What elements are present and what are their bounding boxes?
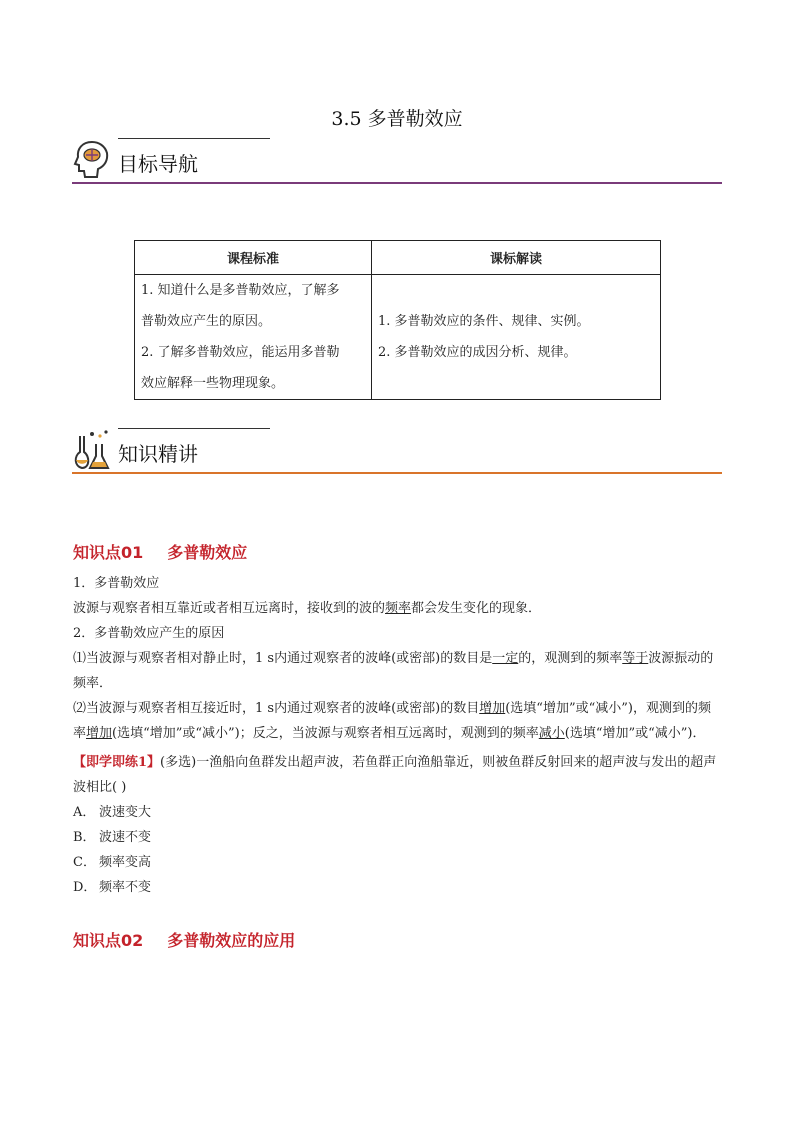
knowledge-content bbox=[73, 540, 723, 953]
section-rule-goals bbox=[72, 182, 722, 184]
text-run: ⑴当波源与观察者相对静止时，1 s内通过观察者的波峰(或密部)的数目是 bbox=[73, 651, 493, 666]
option-text: 频率变高 bbox=[99, 855, 152, 870]
section-title-knowledge: 知识精讲 bbox=[118, 442, 198, 466]
text-run: ⑵当波源与观察者相互接近时，1 s内通过观察者的波峰(或密部)的数目 bbox=[73, 701, 480, 716]
standard-line: 2. 了解多普勒效应，能运用多普勒 bbox=[141, 345, 340, 360]
option-d bbox=[73, 875, 723, 900]
option-letter: B． bbox=[73, 830, 96, 845]
underlined-answer: 频率 bbox=[385, 601, 412, 616]
header-top-line bbox=[118, 428, 270, 429]
knowledge-point-01-title bbox=[73, 540, 723, 565]
text-run: (选填“增加”或“减小”)，观测到的频率 bbox=[73, 701, 711, 741]
text-run: 的，观测到的频率 bbox=[518, 651, 623, 666]
text-run: 都会发生变化的现象． bbox=[411, 601, 542, 616]
cause-paragraph-2 bbox=[73, 696, 723, 746]
table-cell-interpretation bbox=[372, 275, 661, 400]
text-run: (选填“增加”或“减小”)． bbox=[564, 726, 706, 741]
interpretation-line: 1. 多普勒效应的条件、规律、实例。 bbox=[378, 314, 590, 329]
underlined-answer: 增加 bbox=[479, 701, 506, 716]
option-b bbox=[73, 825, 723, 850]
underlined-answer: 增加 bbox=[86, 726, 113, 741]
definition-paragraph bbox=[73, 596, 723, 621]
brain-head-icon bbox=[72, 138, 112, 180]
knowledge-point-name: 多普勒效应的应用 bbox=[167, 931, 296, 950]
table-header-interpretation: 课标解读 bbox=[372, 241, 661, 275]
standard-line: 效应解释一些物理现象。 bbox=[141, 376, 285, 391]
table-cell-standard bbox=[135, 275, 372, 400]
text-run: 波源与观察者相互靠近或者相互远离时，接收到的波的 bbox=[73, 601, 386, 616]
underlined-answer: 一定 bbox=[492, 651, 519, 666]
cause-paragraph-1 bbox=[73, 646, 723, 696]
standard-line: 1. 知道什么是多普勒效应，了解多 bbox=[141, 283, 340, 298]
header-top-line bbox=[118, 138, 270, 139]
option-letter: D． bbox=[73, 880, 97, 895]
standard-line: 普勒效应产生的原因。 bbox=[141, 314, 272, 329]
option-text: 频率不变 bbox=[99, 880, 152, 895]
knowledge-point-number: 知识点01 bbox=[73, 543, 144, 562]
underlined-answer: 减小 bbox=[538, 726, 565, 741]
option-letter: C． bbox=[73, 855, 96, 870]
section-header-knowledge bbox=[72, 428, 722, 474]
text-run: (选填“增加”或“减小”)；反之，当波源与观察者相互远离时，观测到的频率 bbox=[112, 726, 539, 741]
exercise-question bbox=[73, 750, 723, 800]
curriculum-table bbox=[134, 240, 661, 400]
option-text: 波速不变 bbox=[99, 830, 152, 845]
knowledge-point-02-title bbox=[73, 928, 723, 953]
flask-icon bbox=[72, 428, 112, 470]
option-text: 波速变大 bbox=[99, 805, 152, 820]
text-run: 波源振动的频率． bbox=[73, 651, 714, 691]
interpretation-line: 2. 多普勒效应的成因分析、规律。 bbox=[378, 345, 577, 360]
knowledge-point-number: 知识点02 bbox=[73, 931, 144, 950]
section-title-goals: 目标导航 bbox=[118, 152, 198, 176]
option-c bbox=[73, 850, 723, 875]
subheading-2: 2．多普勒效应产生的原因 bbox=[73, 626, 225, 641]
knowledge-point-name: 多普勒效应 bbox=[167, 543, 248, 562]
section-rule-knowledge bbox=[72, 472, 722, 474]
option-a bbox=[73, 800, 723, 825]
page-title: 3.5 多普勒效应 bbox=[331, 108, 463, 130]
option-letter: A． bbox=[73, 805, 96, 820]
section-header-goals bbox=[72, 138, 722, 184]
exercise-text: (多选)一渔船向鱼群发出超声波，若鱼群正向渔船靠近，则被鱼群反射回来的超声波与发出的超声波相比( ) bbox=[73, 755, 717, 795]
subheading-1: 1．多普勒效应 bbox=[73, 576, 160, 591]
table-header-standard: 课程标准 bbox=[135, 241, 372, 275]
underlined-answer: 等于 bbox=[622, 651, 649, 666]
exercise-tag: 【即学即练1】 bbox=[73, 755, 161, 770]
